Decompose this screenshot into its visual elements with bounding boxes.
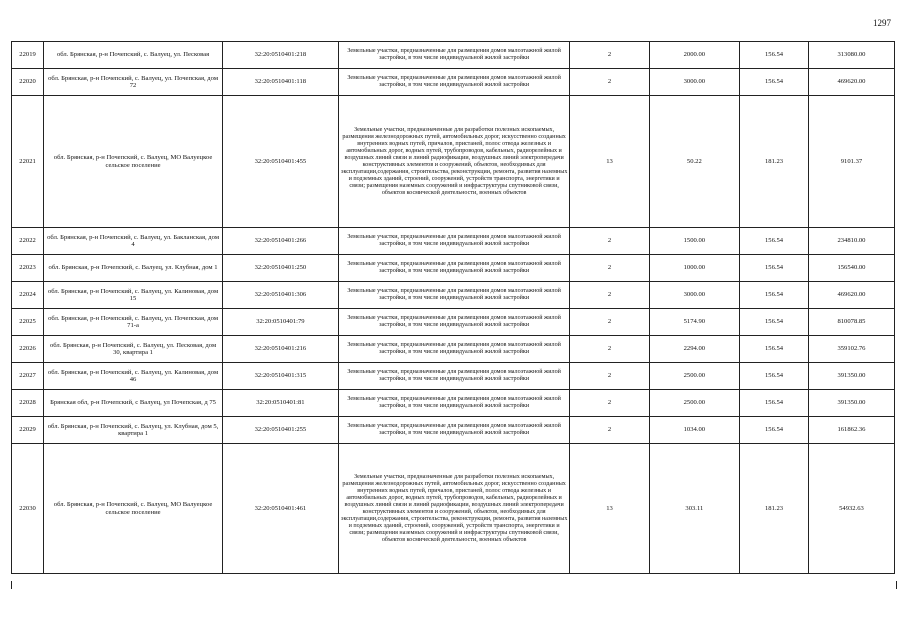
address-cell: обл. Брянская, р-н Почепский, с. Валуец, МО Валуецкое сельское поселение (44, 444, 223, 574)
rate-cell: 156.54 (740, 363, 809, 390)
cadastral-number-cell: 32:20:0510401:266 (222, 228, 338, 255)
cadastral-value-cell: 313080.00 (808, 42, 894, 69)
address-cell: обл. Брянская, р-н Почепский, с. Валуец, ул. Калиновая, дом 46 (44, 363, 223, 390)
row-number-cell: 22027 (12, 363, 44, 390)
table-row (12, 96, 895, 228)
row-number-cell: 22025 (12, 309, 44, 336)
address-cell: обл. Брянская, р-н Почепский, с. Валуец, ул. Почепская, дом 72 (44, 69, 223, 96)
rate-cell: 156.54 (740, 282, 809, 309)
table-row (12, 390, 895, 417)
cadastral-value-cell: 156540.00 (808, 255, 894, 282)
land-use-cell: Земельные участки, предназначенные для размещения домов малоэтажной жилой застройки, в том числе индивидуальной жилой застройки (338, 336, 570, 363)
cadastral-number-cell: 32:20:0510401:118 (222, 69, 338, 96)
cadastral-number-cell: 32:20:0510401:218 (222, 42, 338, 69)
rate-cell: 156.54 (740, 42, 809, 69)
group-cell: 2 (570, 255, 649, 282)
address-cell: обл. Брянская, р-н Почепский, с. Валуец, ул. Песковая (44, 42, 223, 69)
cadastral-number-cell: 32:20:0510401:306 (222, 282, 338, 309)
group-cell: 2 (570, 228, 649, 255)
table-row (12, 255, 895, 282)
table-row (12, 228, 895, 255)
rate-cell: 181.23 (740, 444, 809, 574)
cadastral-number-cell: 32:20:0510401:79 (222, 309, 338, 336)
area-cell: 50.22 (649, 96, 740, 228)
area-cell: 1034.00 (649, 417, 740, 444)
row-number-cell: 22019 (12, 42, 44, 69)
group-cell: 2 (570, 390, 649, 417)
land-use-cell: Земельные участки, предназначенные для размещения домов малоэтажной жилой застройки, в том числе индивидуальной жилой застройки (338, 309, 570, 336)
area-cell: 5174.90 (649, 309, 740, 336)
group-cell: 2 (570, 69, 649, 96)
row-number-cell: 22026 (12, 336, 44, 363)
area-cell: 3000.00 (649, 69, 740, 96)
land-use-cell: Земельные участки, предназначенные для разработки полезных ископаемых, размещения железнодорожных путей, автомобильных дорог, искусственно созданных внутренних водных путей, причалов, пристаней, полос отвода железных и автомобильных дорог, водных путей, трубопроводов, кабельных, радиорелейных и воздушных линий связи и линий радиофикации, воздушных линий электропередачи конструктивных элементов и сооружений, объектов, необходимых для эксплуатации,содержания, строительства, реконструкции, ремонта, развития наземных и подземных зданий, строений, сооружений, устройств транспорта, энергетики и связи; размещения наземных сооружений и инфраструктуры спутниковой связи, объектов космической деятельности, военных объектов (338, 444, 570, 574)
group-cell: 2 (570, 282, 649, 309)
land-use-cell: Земельные участки, предназначенные для размещения домов малоэтажной жилой застройки, в том числе индивидуальной жилой застройки (338, 69, 570, 96)
land-use-cell: Земельные участки, предназначенные для размещения домов малоэтажной жилой застройки, в том числе индивидуальной жилой застройки (338, 42, 570, 69)
land-use-cell: Земельные участки, предназначенные для размещения домов малоэтажной жилой застройки, в том числе индивидуальной жилой застройки (338, 282, 570, 309)
land-use-cell: Земельные участки, предназначенные для размещения домов малоэтажной жилой застройки, в том числе индивидуальной жилой застройки (338, 390, 570, 417)
cadastral-value-cell: 359102.76 (808, 336, 894, 363)
cadastral-number-cell: 32:20:0510401:250 (222, 255, 338, 282)
cadastral-value-cell: 469620.00 (808, 282, 894, 309)
address-cell: Брянская обл, р-н Почепский, с Валуец, ул Почепская, д 75 (44, 390, 223, 417)
area-cell: 2294.00 (649, 336, 740, 363)
area-cell: 3000.00 (649, 282, 740, 309)
table-row (12, 69, 895, 96)
group-cell: 2 (570, 336, 649, 363)
table-row (12, 417, 895, 444)
cadastral-number-cell: 32:20:0510401:216 (222, 336, 338, 363)
cadastral-value-cell: 54932.63 (808, 444, 894, 574)
land-use-cell: Земельные участки, предназначенные для разработки полезных ископаемых, размещения железнодорожных путей, автомобильных дорог, искусственно созданных внутренних водных путей, причалов, пристаней, полос отвода железных и автомобильных дорог, водных путей, трубопроводов, кабельных, радиорелейных и воздушных линий связи и линий радиофикации, воздушных линий электропередачи конструктивных элементов и сооружений, объектов, необходимых для эксплуатации,содержания, строительства, реконструкции, ремонта, развития наземных и подземных зданий, строений, сооружений, устройств транспорта, энергетики и связи; размещения наземных сооружений и инфраструктуры спутниковой связи, объектов космической деятельности, военных объектов (338, 96, 570, 228)
group-cell: 13 (570, 444, 649, 574)
address-cell: обл. Брянская, р-н Почепский, с. Валуец, ул. Песковая, дом 30, квартира 1 (44, 336, 223, 363)
area-cell: 303.11 (649, 444, 740, 574)
cadastral-number-cell: 32:20:0510401:255 (222, 417, 338, 444)
row-number-cell: 22024 (12, 282, 44, 309)
group-cell: 2 (570, 363, 649, 390)
cadastral-value-cell: 469620.00 (808, 69, 894, 96)
group-cell: 13 (570, 96, 649, 228)
land-use-cell: Земельные участки, предназначенные для размещения домов малоэтажной жилой застройки, в том числе индивидуальной жилой застройки (338, 228, 570, 255)
rate-cell: 156.54 (740, 417, 809, 444)
land-use-cell: Земельные участки, предназначенные для размещения домов малоэтажной жилой застройки, в том числе индивидуальной жилой застройки (338, 363, 570, 390)
area-cell: 1500.00 (649, 228, 740, 255)
cadastral-value-cell: 161862.36 (808, 417, 894, 444)
area-cell: 2500.00 (649, 390, 740, 417)
rate-cell: 156.54 (740, 336, 809, 363)
address-cell: обл. Брянская, р-н Почепский, с. Валуец, ул. Почепская, дом 71-а (44, 309, 223, 336)
area-cell: 1000.00 (649, 255, 740, 282)
table-body (12, 42, 895, 574)
row-number-cell: 22021 (12, 96, 44, 228)
group-cell: 2 (570, 309, 649, 336)
row-number-cell: 22022 (12, 228, 44, 255)
rate-cell: 156.54 (740, 390, 809, 417)
land-use-cell: Земельные участки, предназначенные для размещения домов малоэтажной жилой застройки, в том числе индивидуальной жилой застройки (338, 255, 570, 282)
address-cell: обл. Брянская, р-н Почепский, с. Валуец, МО Валуецкое сельское поселение (44, 96, 223, 228)
table-continuation (11, 581, 897, 589)
cadastral-value-cell: 810078.85 (808, 309, 894, 336)
row-number-cell: 22023 (12, 255, 44, 282)
cadastral-value-cell: 391350.00 (808, 390, 894, 417)
page-number: 1297 (873, 18, 891, 28)
cadastral-value-cell: 391350.00 (808, 363, 894, 390)
rate-cell: 156.54 (740, 228, 809, 255)
table-row (12, 336, 895, 363)
row-number-cell: 22028 (12, 390, 44, 417)
address-cell: обл. Брянская, р-н Почепский, с. Валуец, ул. Клубная, дом 1 (44, 255, 223, 282)
table-row (12, 309, 895, 336)
table-row (12, 444, 895, 574)
cadastral-number-cell: 32:20:0510401:461 (222, 444, 338, 574)
address-cell: обл. Брянская, р-н Почепский, с. Валуец, ул. Бакланская, дом 4 (44, 228, 223, 255)
land-use-cell: Земельные участки, предназначенные для размещения домов малоэтажной жилой застройки, в том числе индивидуальной жилой застройки (338, 417, 570, 444)
cadastral-value-table (11, 41, 895, 574)
table-row (12, 42, 895, 69)
table-row (12, 363, 895, 390)
rate-cell: 156.54 (740, 69, 809, 96)
address-cell: обл. Брянская, р-н Почепский, с. Валуец, ул. Калиновая, дом 15 (44, 282, 223, 309)
cadastral-value-cell: 234810.00 (808, 228, 894, 255)
cadastral-number-cell: 32:20:0510401:455 (222, 96, 338, 228)
rate-cell: 156.54 (740, 255, 809, 282)
table-row (12, 282, 895, 309)
rate-cell: 181.23 (740, 96, 809, 228)
address-cell: обл. Брянская, р-н Почепский, с. Валуец, ул. Клубная, дом 5, квартира 1 (44, 417, 223, 444)
row-number-cell: 22030 (12, 444, 44, 574)
row-number-cell: 22029 (12, 417, 44, 444)
area-cell: 2000.00 (649, 42, 740, 69)
area-cell: 2500.00 (649, 363, 740, 390)
group-cell: 2 (570, 42, 649, 69)
row-number-cell: 22020 (12, 69, 44, 96)
cadastral-number-cell: 32:20:0510401:81 (222, 390, 338, 417)
cadastral-number-cell: 32:20:0510401:315 (222, 363, 338, 390)
cadastral-value-cell: 9101.37 (808, 96, 894, 228)
group-cell: 2 (570, 417, 649, 444)
rate-cell: 156.54 (740, 309, 809, 336)
